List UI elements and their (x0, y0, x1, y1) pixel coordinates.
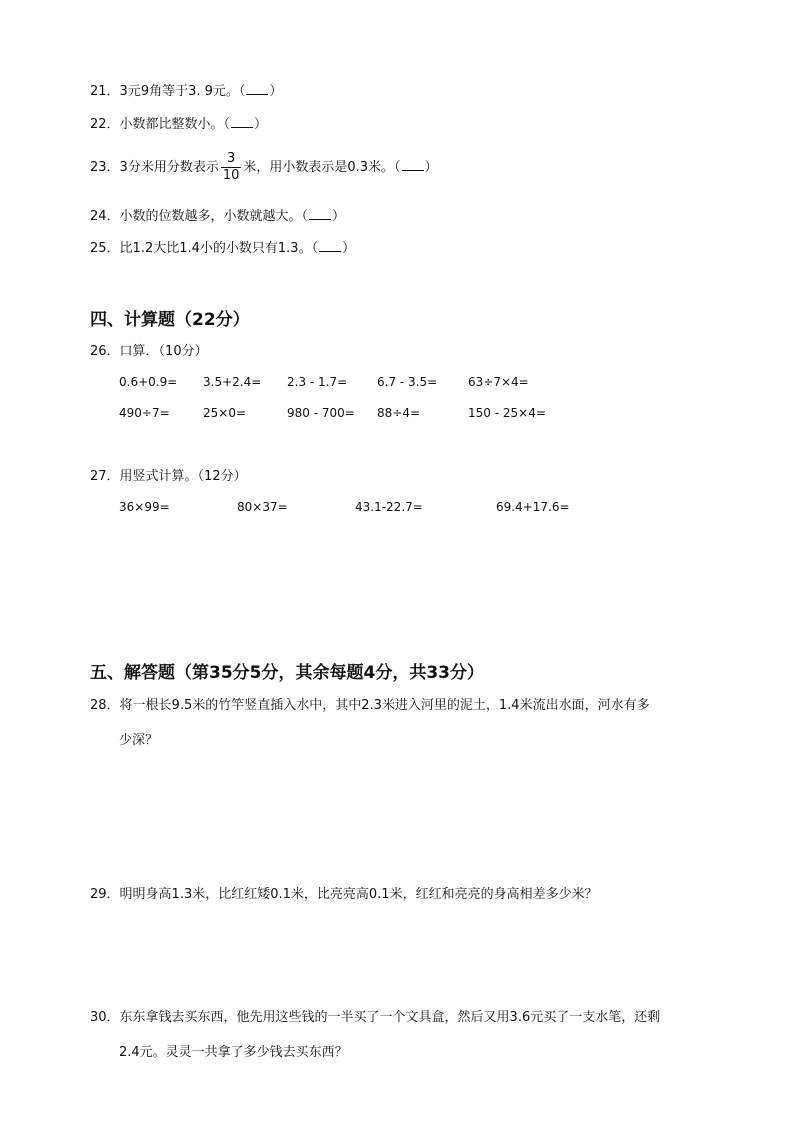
answer-blank-23[interactable] (402, 158, 424, 171)
vertical-calc-item: 80×37= (237, 500, 288, 514)
calc-item: 88÷4= (377, 406, 421, 420)
question-23-middle: 米，用小数表示是0.3米。（ (243, 160, 401, 175)
question-27-label: 27．用竖式计算。（12分） (90, 469, 247, 484)
question-28-line1: 28．将一根长9.5米的竹竿竖直插入水中，其中2.3米进入河里的泥土，1.4米流出水面，河水有多 (90, 698, 650, 713)
section-4-title: 四、计算题（22分） (90, 310, 250, 330)
question-24 (90, 207, 345, 226)
answer-blank-25[interactable] (319, 239, 341, 252)
question-21 (90, 82, 282, 101)
question-22-close: ） (254, 117, 268, 132)
question-29: 29．明明身高1.3米，比红红矮0.1米，比亮亮高0.1米，红红和亮亮的身高相差多少米？ (90, 887, 598, 902)
question-23-close: ） (424, 160, 438, 175)
question-23-text: 23．3分米用分数表示 (90, 160, 219, 175)
question-30-line2: 2.4元。灵灵一共拿了多少钱去买东西？ (119, 1045, 348, 1060)
fraction (221, 151, 242, 184)
calc-item: 150 - 25×4= (468, 406, 546, 420)
question-25-text: 25．比1.2大比1.4小的小数只有1.3。（ (90, 241, 319, 256)
vertical-calc-item: 36×99= (119, 500, 170, 514)
calc-item: 2.3 - 1.7= (287, 375, 348, 389)
calc-item: 6.7 - 3.5= (377, 375, 438, 389)
vertical-calc-item: 69.4+17.6= (496, 500, 570, 514)
fraction-numerator: 3 (226, 151, 236, 166)
answer-blank-22[interactable] (231, 115, 253, 128)
question-24-close: ） (332, 209, 346, 224)
answer-blank-21[interactable] (246, 82, 268, 95)
question-25 (90, 239, 355, 258)
question-28-line2: 少深？ (119, 733, 159, 748)
calc-item: 25×0= (203, 406, 247, 420)
fraction-denominator: 10 (222, 168, 240, 183)
question-25-close: ） (342, 241, 356, 256)
question-23 (90, 151, 438, 184)
calc-item: 63÷7×4= (468, 375, 529, 389)
question-22 (90, 115, 267, 134)
calc-item: 490÷7= (119, 406, 170, 420)
answer-blank-24[interactable] (309, 207, 331, 220)
question-21-close: ） (269, 84, 283, 99)
calc-item: 980 - 700= (287, 406, 355, 420)
calc-item: 3.5+2.4= (203, 375, 262, 389)
vertical-calc-item: 43.1-22.7= (355, 500, 423, 514)
question-24-text: 24．小数的位数越多，小数就越大。（ (90, 209, 309, 224)
question-30-line1: 30．东东拿钱去买东西，他先用这些钱的一半买了一个文具盒，然后又用3.6元买了一支水笔，还剩 (90, 1010, 661, 1025)
question-21-text: 21．3元9角等于3. 9元。（ (90, 84, 246, 99)
calc-item: 0.6+0.9= (119, 375, 178, 389)
question-22-text: 22．小数都比整数小。（ (90, 117, 231, 132)
section-5-title: 五、解答题（第35分5分，其余每题4分，共33分） (90, 663, 484, 683)
question-26-label: 26．口算．（10分） (90, 344, 208, 359)
